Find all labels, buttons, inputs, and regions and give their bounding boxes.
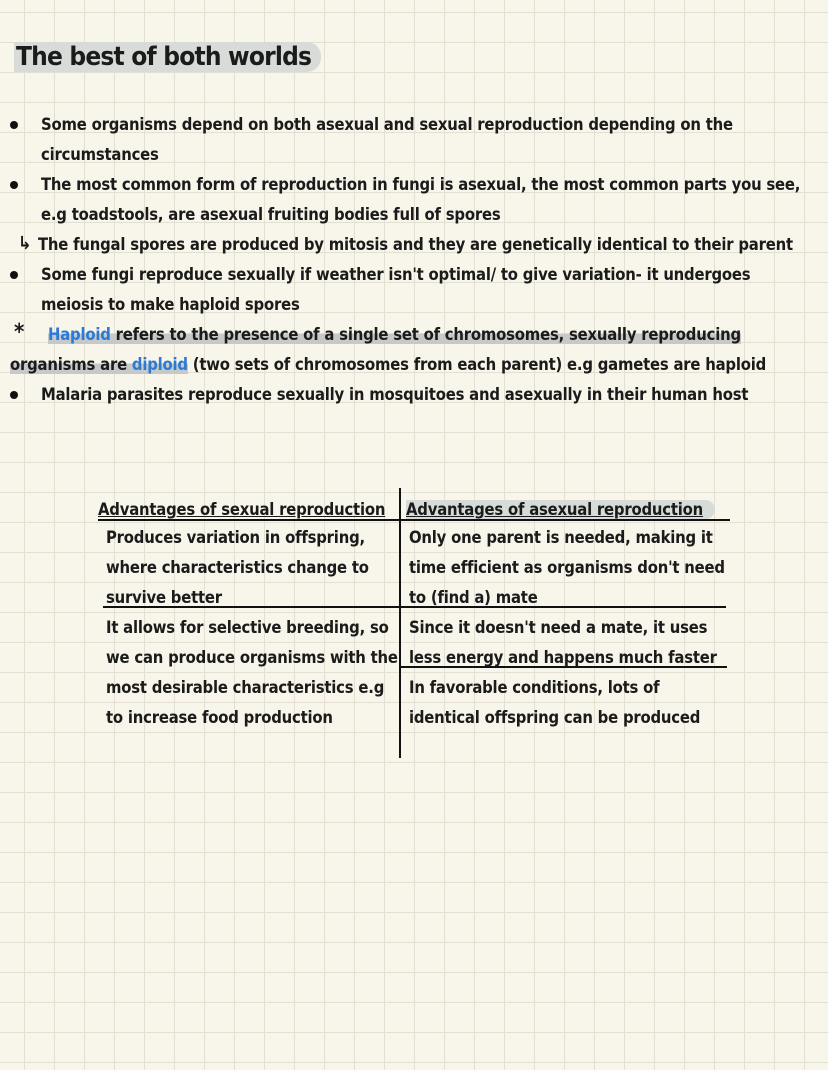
- table-cell: Since it doesn't need a mate, it uses: [409, 618, 708, 637]
- note-text: Malaria parasites reproduce sexually in mosquitoes and asexually in their human host: [41, 385, 749, 404]
- bullet-icon: [10, 271, 18, 279]
- table-cell: In favorable conditions, lots of: [409, 678, 660, 697]
- note-text: organisms are: [10, 355, 132, 374]
- table-header-sexual: Advantages of sexual reproduction: [98, 500, 386, 519]
- note-text: meiosis to make haploid spores: [41, 295, 300, 314]
- table-cell: to (find a) mate: [409, 588, 538, 607]
- table-header-asexual: Advantages of asexual reproduction: [406, 500, 715, 519]
- table-cell: identical offspring can be produced: [409, 708, 701, 727]
- note-text: e.g toadstools, are asexual fruiting bodies full of spores: [41, 205, 501, 224]
- star-icon: *: [14, 320, 25, 345]
- table-cell: most desirable characteristics e.g: [106, 678, 385, 697]
- note-text: [10, 355, 766, 374]
- bullet-icon: [10, 121, 18, 129]
- term-haploid: Haploid: [48, 325, 111, 344]
- table-cell: Produces variation in offspring,: [106, 528, 365, 547]
- row-divider: [98, 519, 730, 521]
- bullet-icon: [10, 391, 18, 399]
- table-cell: survive better: [106, 588, 222, 607]
- arrow-icon: ↳: [18, 233, 32, 254]
- note-text: circumstances: [41, 145, 159, 164]
- bullet-icon: [10, 181, 18, 189]
- column-divider: [399, 488, 401, 758]
- term-diploid: diploid: [131, 355, 188, 374]
- note-text: Some fungi reproduce sexually if weather isn't optimal/ to give variation- it undergoes: [41, 265, 751, 284]
- page-title: The best of both worlds: [14, 42, 321, 72]
- table-cell: Only one parent is needed, making it: [409, 528, 713, 547]
- note-text: The most common form of reproduction in fungi is asexual, the most common parts you see,: [41, 175, 801, 194]
- note-text: refers to the presence of a single set of chromosomes, sexually reproducing: [110, 325, 741, 344]
- note-text: [48, 325, 741, 344]
- table-cell: to increase food production: [106, 708, 333, 727]
- table-cell: we can produce organisms with the: [106, 648, 398, 667]
- note-text: (two sets of chromosomes from each parent) e.g gametes are haploid: [187, 355, 767, 374]
- table-cell: less energy and happens much faster: [409, 648, 717, 667]
- table-cell: It allows for selective breeding, so: [106, 618, 389, 637]
- note-text: The fungal spores are produced by mitosis and they are genetically identical to their parent: [38, 235, 793, 254]
- table-cell: where characteristics change to: [106, 558, 369, 577]
- note-text: Some organisms depend on both asexual and sexual reproduction depending on the: [41, 115, 733, 134]
- table-cell: time efficient as organisms don't need: [409, 558, 725, 577]
